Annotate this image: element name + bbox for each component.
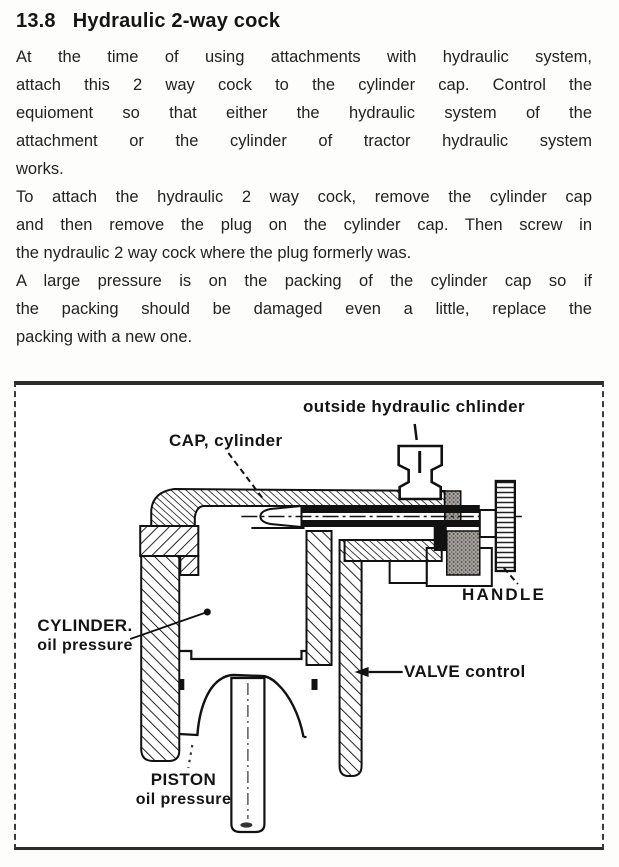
paragraph-3 [16,267,592,351]
label-piston-oil-pressure [106,770,261,810]
label-cylinder-sub: oil pressure [37,637,133,654]
text-line: At the time of using attachments with hydraulic system, [16,48,592,66]
paragraph-2 [16,183,592,267]
text-line: equioment so that either the hydraulic system of the [16,104,592,122]
label-outside-hydraulic-cylinder: outside hydraulic chlinder [303,397,525,416]
paragraph-1 [16,43,592,183]
label-piston-title: PISTON [150,770,217,789]
label-cap-cylinder: CAP, cylinder [169,431,283,450]
label-piston-sub: oil pressure [135,791,232,808]
text-line: attach this 2 way cock to the cylinder cap. Control the [16,76,592,94]
section-number: 13.8 [16,10,56,32]
section-heading [16,10,280,33]
text-line: the nydraulic 2 way cock where the plug formerly was. [16,244,412,262]
text-line: works. [16,160,64,178]
text-line: A large pressure is on the packing of the cylinder cap so if [16,272,592,290]
text-line: packing with a new one. [16,328,193,346]
text-line: and then remove the plug on the cylinder cap. Then screw in [16,216,592,234]
section-title: Hydraulic 2-way cock [72,10,281,32]
valve-body-and-right-wall [306,491,491,776]
figure-hydraulic-2-way-cock [14,381,604,850]
label-cylinder-oil-pressure [16,616,154,656]
text-line: attachment or the cylinder of tractor hydraulic system [16,132,592,150]
text-line: To attach the hydraulic 2 way cock, remove the cylinder cap [16,188,592,206]
label-cylinder-title: CYLINDER. [37,616,133,635]
body-text [16,43,592,351]
text-line: the packing should be damaged even a little, replace the [16,300,592,318]
outside-port-fitting [399,446,442,499]
label-valve-control: VALVE control [404,662,526,681]
label-handle: HANDLE [462,585,547,604]
